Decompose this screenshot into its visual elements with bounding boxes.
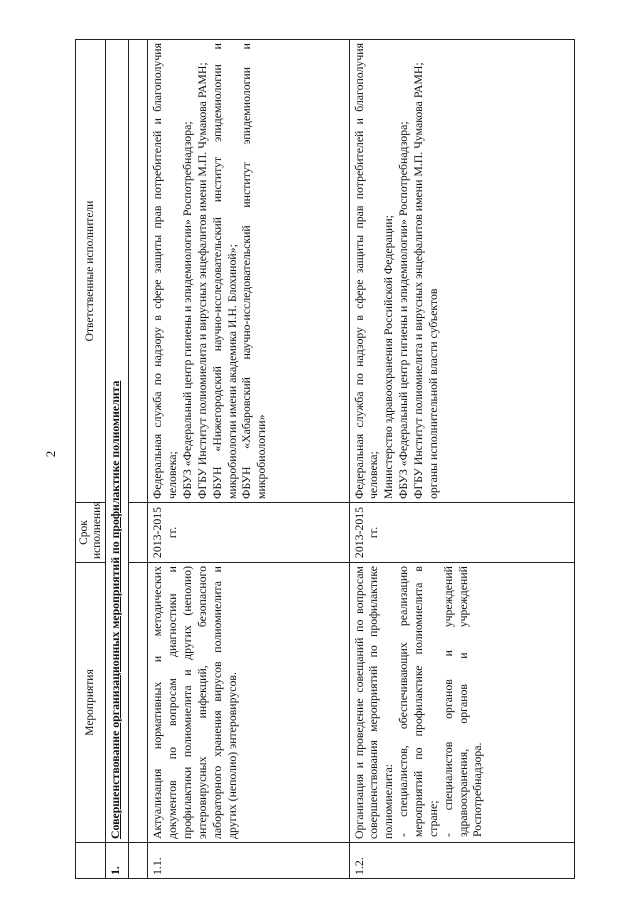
row-term: 2013-2015 гг. bbox=[148, 503, 349, 563]
table-row bbox=[148, 40, 349, 879]
page-number: 2 bbox=[43, 450, 58, 458]
row-activity bbox=[148, 563, 349, 843]
activity-line: - специалистов органов и учреждений здравоохранения, органов и учреждений Роспотребнадзора. bbox=[440, 566, 485, 837]
spacer-row bbox=[129, 40, 148, 879]
executor-item: ФБУН «Хабаровский научно-исследовательский институт эпидемиологии и микробиологии» bbox=[239, 43, 269, 499]
activity-line: - специалистов, обеспечивающих реализацию мероприятий по профилактике полиомиелита в стране; bbox=[396, 566, 440, 837]
activity-line: Актуализация нормативных и методических документов по вопросам диагностики и профилактики полиомиелита и других (неполио) энтеровирусных инфекций, безопасного лабораторного хранения вирусов полиомиелита и других (неполио) энтеровирусов. bbox=[150, 566, 239, 839]
row-number: 1.1. bbox=[148, 843, 349, 879]
header-term: Срок исполнения bbox=[76, 503, 106, 563]
executor-item: ФБУЗ «Федеральный центр гигиены и эпидемиологии» Роспотребнадзора; bbox=[396, 121, 411, 499]
executor-item: Министерство здравоохранения Российской Федерации; bbox=[381, 215, 396, 499]
table-row bbox=[349, 40, 574, 879]
activity-line: Организация и проведение совещаний по вопросам совершенствования мероприятий по профилактике полиомиелита: bbox=[351, 566, 396, 839]
header-executors: Ответственные исполнители bbox=[76, 40, 106, 503]
section-number: 1. bbox=[106, 843, 129, 879]
executor-item: ФБУН «Нижегородский научно-исследовательский институт эпидемиологии и микробиологии имени академика И.Н. Блохиной»; bbox=[209, 43, 239, 499]
executor-item: ФГБУ Институт полиомиелита и вирусных энцефалитов имени М.П. Чумакова РАМН; bbox=[411, 62, 425, 499]
plan-table bbox=[75, 39, 575, 879]
executor-item: органы исполнительной власти субъектов bbox=[425, 288, 440, 499]
section-row bbox=[106, 40, 129, 879]
executor-item: Федеральная служба по надзору в сфере защиты прав потребителей и благополучия человека; bbox=[351, 43, 381, 499]
row-executors bbox=[148, 40, 349, 503]
section-title: Совершенствование организационных мероприятий по профилактике полиомиелита bbox=[106, 40, 129, 843]
header-number bbox=[76, 843, 106, 879]
header-row bbox=[76, 40, 106, 879]
row-term: 2013-2015 гг. bbox=[349, 503, 574, 563]
row-activity bbox=[349, 563, 574, 843]
executor-item: ФБУЗ «Федеральный центр гигиены и эпидемиологии» Роспотребнадзора; bbox=[180, 121, 194, 499]
row-executors bbox=[349, 40, 574, 503]
header-activities: Мероприятия bbox=[76, 563, 106, 843]
executor-item: Федеральная служба по надзору в сфере защиты прав потребителей и благополучия человека; bbox=[150, 43, 180, 499]
row-number: 1.2. bbox=[349, 843, 574, 879]
executor-item: ФГБУ Институт полиомиелита и вирусных энцефалитов имени М.П. Чумакова РАМН; bbox=[194, 62, 209, 499]
